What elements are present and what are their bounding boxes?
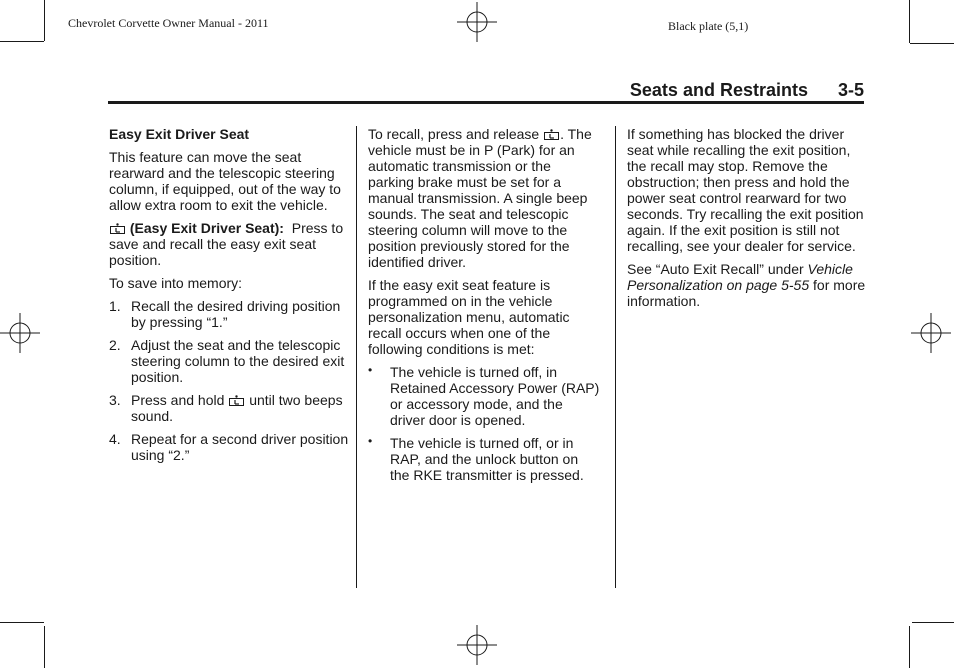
crop-mark xyxy=(909,626,910,668)
recall-paragraph xyxy=(368,126,600,270)
list-item xyxy=(109,298,349,330)
list-item xyxy=(109,431,349,463)
crop-mark xyxy=(0,622,44,623)
easy-exit-seat-icon xyxy=(110,223,125,234)
step-number: 2. xyxy=(109,337,121,353)
column-2 xyxy=(368,126,600,490)
crop-mark xyxy=(910,43,954,44)
list-item xyxy=(109,337,349,385)
recall-text: To recall, press and release xyxy=(368,126,540,142)
step-number: 3. xyxy=(109,392,121,408)
step-text: Repeat for a second driver position using “2.” xyxy=(131,431,349,463)
list-item xyxy=(109,392,349,424)
step-text: Adjust the seat and the telescopic steering column to the desired exit position. xyxy=(131,337,345,385)
button-description xyxy=(109,220,349,268)
see-text: for more information. xyxy=(627,277,866,309)
crop-mark xyxy=(909,0,910,43)
cross-reference-link[interactable]: Vehicle Personalization on page 5-55 xyxy=(627,261,853,293)
button-desc-text: Press to save and recall the easy exit seat position. xyxy=(109,220,344,268)
easy-exit-seat-icon xyxy=(544,129,559,140)
save-steps-list xyxy=(109,298,349,463)
registration-mark-right xyxy=(911,313,951,353)
step-text: until two beeps sound. xyxy=(131,392,343,424)
column-divider xyxy=(615,126,616,588)
crop-mark xyxy=(44,0,45,41)
intro-paragraph: This feature can move the seat rearward and the telescopic steering column, if equipped, out of the way to allow extra room to exit the vehicle. xyxy=(109,149,341,213)
column-3 xyxy=(627,126,872,316)
step-text: Recall the desired driving position by pressing “1.” xyxy=(131,298,341,330)
conditions-list xyxy=(368,364,600,483)
bullet-text: The vehicle is turned off, or in RAP, and the unlock button on the RKE transmitter is pressed. xyxy=(390,435,584,483)
subheading-easy-exit: Easy Exit Driver Seat xyxy=(109,126,250,142)
crop-mark xyxy=(44,626,45,668)
button-label: (Easy Exit Driver Seat): xyxy=(129,220,284,236)
print-header-title: Chevrolet Corvette Owner Manual - 2011 xyxy=(68,16,269,30)
see-also-paragraph xyxy=(627,261,872,309)
list-item xyxy=(368,435,600,483)
bullet: • xyxy=(368,434,373,448)
crop-mark xyxy=(912,622,954,623)
programmed-paragraph: If the easy exit seat feature is programmed on in the vehicle personalization menu, automatic recall occurs when one of the following conditions is met: xyxy=(368,277,570,357)
column-divider xyxy=(356,126,357,588)
save-intro: To save into memory: xyxy=(109,275,243,291)
step-number: 1. xyxy=(109,298,121,314)
page-number: 3-5 xyxy=(837,80,864,100)
section-title: Seats and Restraints xyxy=(629,80,808,100)
step-text: Press and hold xyxy=(131,392,225,408)
header-rule xyxy=(108,101,864,104)
see-text: See “Auto Exit Recall” under xyxy=(627,261,804,277)
easy-exit-seat-icon xyxy=(229,395,244,406)
recall-text: . The vehicle must be in P (Park) for an automatic transmission or the parking brake must be set for a manual transmission. A single beep sounds. The seat and telescopic steering column will move to the position previously stored for the identified driver. xyxy=(368,126,592,270)
bullet: • xyxy=(368,363,373,377)
bullet-text: The vehicle is turned off, in Retained Accessory Power (RAP) or accessory mode, and the driver door is opened. xyxy=(390,364,600,428)
column-1 xyxy=(109,126,349,470)
registration-mark-left xyxy=(0,313,40,353)
blocked-paragraph: If something has blocked the driver seat while recalling the exit position, the recall may stop. Remove the obstruction; then press and hold the power seat control rearward for two seconds. Try recalling the exit position again. If the exit position is still not recalling, see your dealer for service. xyxy=(627,126,864,254)
registration-mark-top xyxy=(457,2,497,42)
section-header xyxy=(630,80,864,101)
registration-mark-bottom xyxy=(457,625,497,665)
step-number: 4. xyxy=(109,431,121,447)
list-item xyxy=(368,364,600,428)
print-header-plate: Black plate (5,1) xyxy=(668,19,749,33)
crop-mark xyxy=(0,41,44,42)
